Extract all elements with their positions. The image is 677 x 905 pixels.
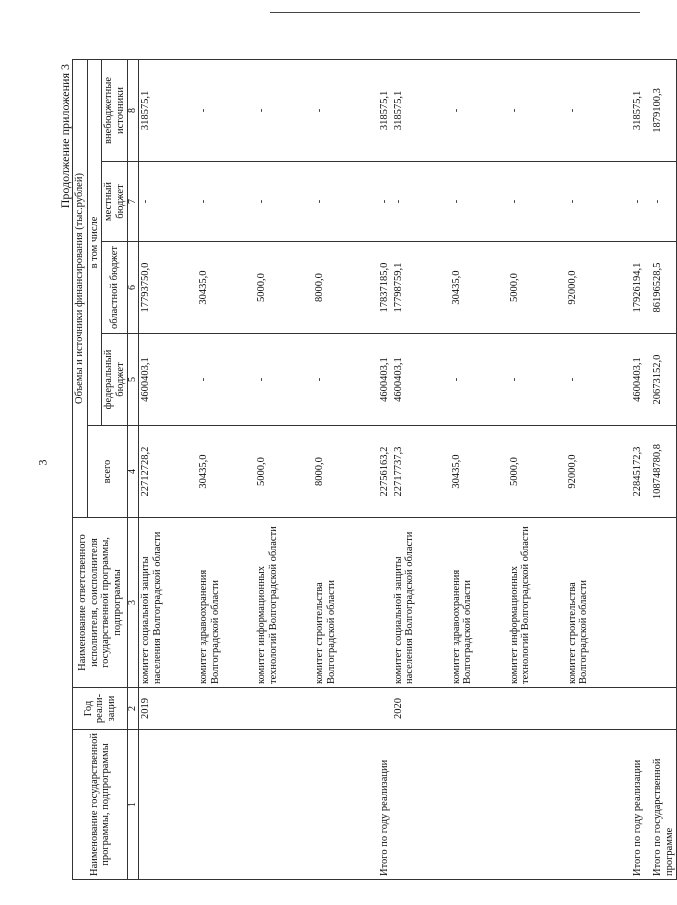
column-index-row xyxy=(128,59,139,879)
header-local: местный бюджет xyxy=(102,162,128,242)
local-cell: - xyxy=(624,162,645,242)
header-extrabudget: внебюджетные источники xyxy=(102,59,128,161)
column-index: 5 xyxy=(128,334,139,426)
table-row xyxy=(624,59,645,879)
column-index: 3 xyxy=(128,518,139,688)
local-cell: - xyxy=(392,162,450,242)
executor-cell: комитет информационных технологий Волгоградской области xyxy=(508,518,566,688)
year-cell xyxy=(624,688,645,730)
executor-cell: комитет социальной защиты населения Волгоградской области xyxy=(392,518,450,688)
regional-cell: 5000,0 xyxy=(508,242,566,334)
regional-cell: 17793750,0 xyxy=(139,242,198,334)
local-cell: - xyxy=(255,162,313,242)
executor-cell: комитет социальной защиты населения Волгоградской области xyxy=(139,518,198,688)
program-cell: Итого по году реализации xyxy=(624,730,645,880)
total-cell: 22845172,3 xyxy=(624,426,645,518)
local-cell: - xyxy=(313,162,371,242)
extrabudget-cell: - xyxy=(450,59,508,161)
federal-cell: 20673152,0 xyxy=(644,334,677,426)
regional-cell: 17837185,0 xyxy=(371,242,392,334)
program-cell xyxy=(197,730,255,880)
header-federal: федеральный бюджет xyxy=(102,334,128,426)
header-total: всего xyxy=(87,426,128,518)
column-index: 2 xyxy=(128,688,139,730)
column-index: 1 xyxy=(128,730,139,880)
extrabudget-cell: - xyxy=(566,59,624,161)
total-cell: 108748780,8 xyxy=(644,426,677,518)
table-row xyxy=(566,59,624,879)
regional-cell: 17926194,1 xyxy=(624,242,645,334)
total-cell: 30435,0 xyxy=(197,426,255,518)
continuation-title: Продолжение приложения 3 xyxy=(58,64,72,209)
total-cell: 5000,0 xyxy=(508,426,566,518)
year-cell xyxy=(197,688,255,730)
federal-cell: - xyxy=(508,334,566,426)
program-cell xyxy=(566,730,624,880)
program-cell: Итого по году реализации xyxy=(371,730,392,880)
program-cell xyxy=(508,730,566,880)
executor-cell: комитет информационных технологий Волгоградской области xyxy=(255,518,313,688)
header-including: в том числе xyxy=(87,59,102,425)
year-cell xyxy=(508,688,566,730)
year-cell xyxy=(255,688,313,730)
federal-cell: 4600403,1 xyxy=(392,334,450,426)
column-index: 4 xyxy=(128,426,139,518)
year-cell xyxy=(566,688,624,730)
extrabudget-cell: 318575,1 xyxy=(624,59,645,161)
table-row xyxy=(392,59,450,879)
extrabudget-cell: - xyxy=(255,59,313,161)
year-cell: 2020 xyxy=(392,688,450,730)
program-cell: Итого по государственной программе xyxy=(644,730,677,880)
local-cell: - xyxy=(450,162,508,242)
local-cell: - xyxy=(566,162,624,242)
federal-cell: 4600403,1 xyxy=(139,334,198,426)
program-cell xyxy=(392,730,450,880)
funding-table xyxy=(72,59,677,880)
local-cell: - xyxy=(644,162,677,242)
total-cell: 22717737,3 xyxy=(392,426,450,518)
program-cell xyxy=(139,730,198,880)
header-executor: Наименование ответственного исполнителя, соисполнителя государственной программы, подпрограммы xyxy=(73,518,128,688)
program-cell xyxy=(450,730,508,880)
total-cell: 92000,0 xyxy=(566,426,624,518)
top-rule xyxy=(270,12,640,13)
year-cell: 2019 xyxy=(139,688,198,730)
total-cell: 5000,0 xyxy=(255,426,313,518)
table-row xyxy=(450,59,508,879)
federal-cell: 4600403,1 xyxy=(371,334,392,426)
executor-cell xyxy=(644,518,677,688)
program-cell xyxy=(313,730,371,880)
rotated-page-content xyxy=(58,60,675,880)
regional-cell: 8000,0 xyxy=(313,242,371,334)
total-cell: 8000,0 xyxy=(313,426,371,518)
executor-cell: комитет строительства Волгоградской области xyxy=(313,518,371,688)
extrabudget-cell: - xyxy=(508,59,566,161)
federal-cell: - xyxy=(197,334,255,426)
regional-cell: 30435,0 xyxy=(197,242,255,334)
table-row xyxy=(508,59,566,879)
column-index: 8 xyxy=(128,59,139,161)
federal-cell: 4600403,1 xyxy=(624,334,645,426)
extrabudget-cell: 318575,1 xyxy=(371,59,392,161)
extrabudget-cell: 318575,1 xyxy=(392,59,450,161)
program-cell xyxy=(255,730,313,880)
table-row xyxy=(313,59,371,879)
extrabudget-cell: 1879100,3 xyxy=(644,59,677,161)
extrabudget-cell: - xyxy=(197,59,255,161)
year-cell xyxy=(450,688,508,730)
header-regional: областной бюджет xyxy=(102,242,128,334)
table-row xyxy=(371,59,392,879)
regional-cell: 5000,0 xyxy=(255,242,313,334)
executor-cell: комитет здравоохранения Волгоградской области xyxy=(450,518,508,688)
local-cell: - xyxy=(197,162,255,242)
extrabudget-cell: - xyxy=(313,59,371,161)
federal-cell: - xyxy=(566,334,624,426)
table-row xyxy=(197,59,255,879)
executor-cell: комитет строительства Волгоградской области xyxy=(566,518,624,688)
total-cell: 22756163,2 xyxy=(371,426,392,518)
table-row xyxy=(644,59,677,879)
regional-cell: 92000,0 xyxy=(566,242,624,334)
header-program: Наименование государственной программы, подпрограммы xyxy=(73,730,128,880)
year-cell xyxy=(313,688,371,730)
table-row xyxy=(139,59,198,879)
federal-cell: - xyxy=(255,334,313,426)
executor-cell: комитет здравоохранения Волгоградской области xyxy=(197,518,255,688)
local-cell: - xyxy=(508,162,566,242)
regional-cell: 30435,0 xyxy=(450,242,508,334)
header-year: Год реали-зации xyxy=(73,688,128,730)
total-cell: 22712728,2 xyxy=(139,426,198,518)
executor-cell xyxy=(371,518,392,688)
total-cell: 30435,0 xyxy=(450,426,508,518)
federal-cell: - xyxy=(450,334,508,426)
executor-cell xyxy=(624,518,645,688)
regional-cell: 86196528,5 xyxy=(644,242,677,334)
local-cell: - xyxy=(371,162,392,242)
year-cell xyxy=(644,688,677,730)
regional-cell: 17798759,1 xyxy=(392,242,450,334)
extrabudget-cell: 318575,1 xyxy=(139,59,198,161)
table-row xyxy=(255,59,313,879)
column-index: 6 xyxy=(128,242,139,334)
column-index: 7 xyxy=(128,162,139,242)
page-number: 3 xyxy=(35,459,50,466)
federal-cell: - xyxy=(313,334,371,426)
local-cell: - xyxy=(139,162,198,242)
header-funding-group: Объемы и источники финансирования (тыс.рублей) xyxy=(73,59,88,517)
year-cell xyxy=(371,688,392,730)
